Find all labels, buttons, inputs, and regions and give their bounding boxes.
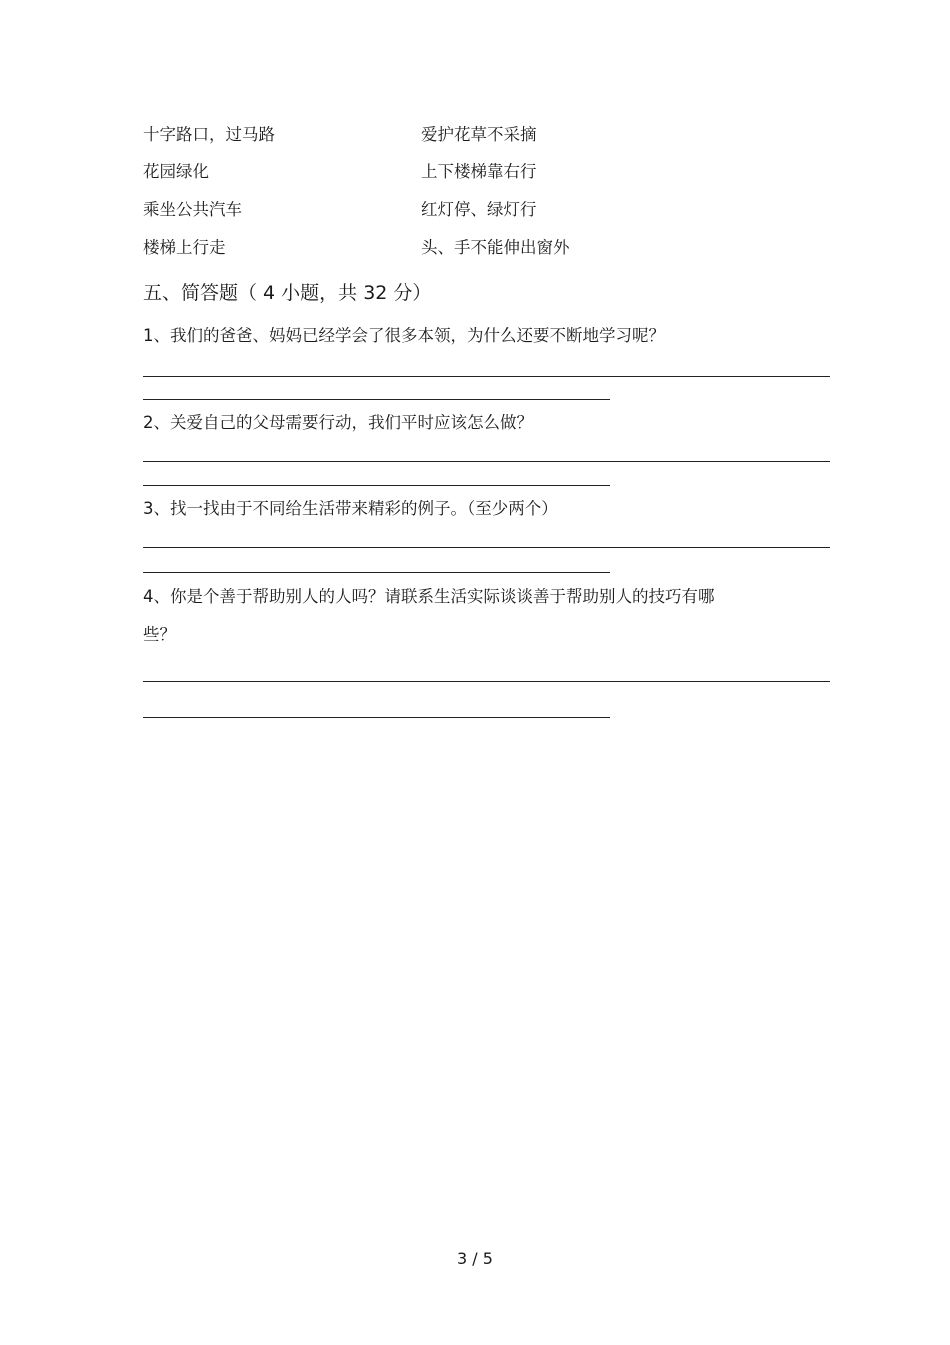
answer-line[interactable] xyxy=(143,461,830,462)
matching-row xyxy=(143,123,743,147)
answer-line[interactable] xyxy=(143,485,610,486)
matching-row xyxy=(143,160,743,184)
page-number: 3 / 5 xyxy=(457,1249,493,1268)
question-3: 3、找一找由于不同给生活带来精彩的例子。（至少两个） xyxy=(143,499,558,518)
matching-right-item: 红灯停、绿灯行 xyxy=(421,200,537,219)
matching-right-item: 上下楼梯靠右行 xyxy=(421,162,537,181)
matching-row xyxy=(143,198,743,222)
section-title: 五、简答题（ 4 小题，共 32 分） xyxy=(143,282,432,304)
answer-line[interactable] xyxy=(143,681,830,682)
matching-left-item: 楼梯上行走 xyxy=(143,238,226,257)
answer-line[interactable] xyxy=(143,717,610,718)
answer-line[interactable] xyxy=(143,399,610,400)
answer-line[interactable] xyxy=(143,547,830,548)
matching-left-item: 花园绿化 xyxy=(143,162,209,181)
matching-row xyxy=(143,236,743,260)
question-2: 2、关爱自己的父母需要行动，我们平时应该怎么做？ xyxy=(143,413,533,432)
matching-left-item: 十字路口，过马路 xyxy=(143,125,275,144)
matching-right-item: 爱护花草不采摘 xyxy=(421,125,537,144)
question-4-line-1: 4、你是个善于帮助别人的人吗？请联系生活实际谈谈善于帮助别人的技巧有哪 xyxy=(143,587,715,606)
matching-left-item: 乘坐公共汽车 xyxy=(143,200,242,219)
answer-line[interactable] xyxy=(143,376,830,377)
question-4-line-2: 些？ xyxy=(143,625,176,644)
question-1: 1、我们的爸爸、妈妈已经学会了很多本领，为什么还要不断地学习呢？ xyxy=(143,326,665,345)
answer-line[interactable] xyxy=(143,572,610,573)
matching-right-item: 头、手不能伸出窗外 xyxy=(421,238,570,257)
